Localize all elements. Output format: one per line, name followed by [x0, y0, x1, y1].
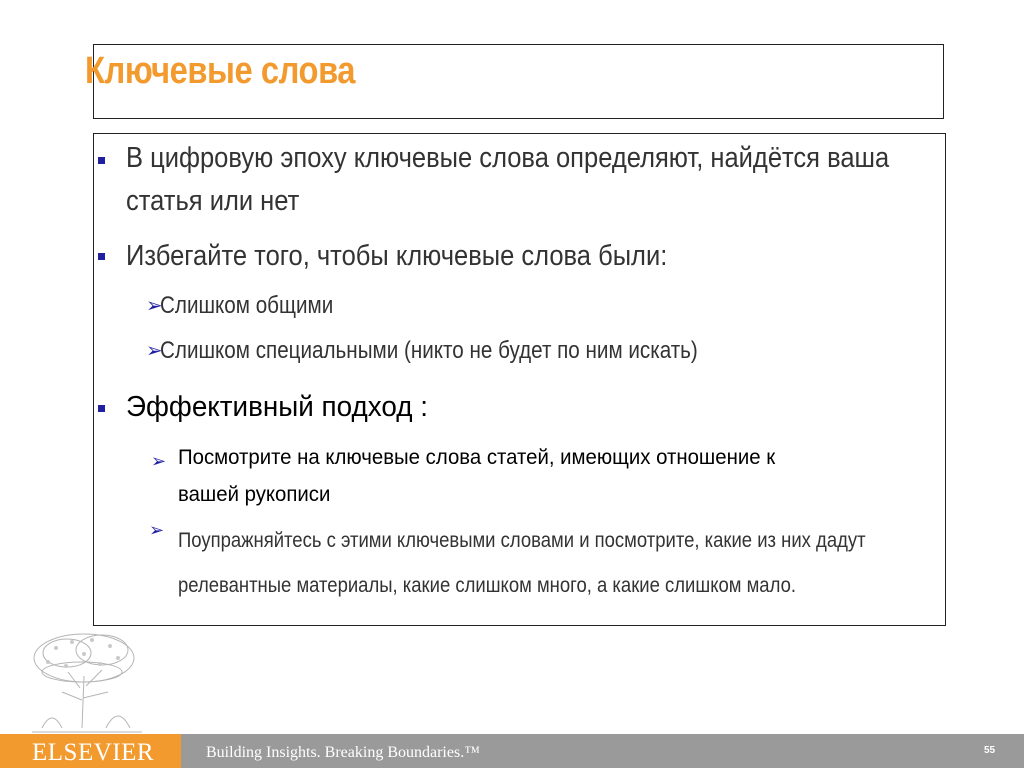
bullet-2-text: Избегайте того, чтобы ключевые слова были	[126, 240, 661, 272]
bullet-3-colon: :	[412, 391, 428, 423]
arrow-bullet-icon: ➢	[146, 295, 163, 317]
brand-name: ELSEVIER	[32, 739, 155, 766]
brand-block	[0, 734, 181, 768]
sub-item-practice-line-2: релевантные материалы, какие слишком много, а какие слишком мало.	[178, 574, 796, 597]
bullet-1-line-1: В цифровую эпоху ключевые слова определяют, найдётся ваша	[126, 142, 890, 174]
elsevier-tree-logo-icon	[22, 628, 152, 734]
sub-item-look-keywords-line-1: Посмотрите на ключевые слова статей, имеющих отношение к	[178, 446, 776, 469]
bullet-3	[126, 391, 428, 424]
page-number: 55	[984, 745, 996, 756]
bullet-3-text: Эффективный подход	[126, 391, 413, 423]
bullet-2	[126, 240, 667, 273]
slide-title: Ключевые слова	[85, 50, 356, 92]
sub-item-too-special: Слишком специальными (никто не будет по ним искать)	[160, 337, 698, 364]
sub-item-look-keywords-line-2: вашей рукописи	[178, 483, 331, 506]
arrow-bullet-icon: ➢	[151, 451, 167, 471]
brand-tagline: Building Insights. Breaking Boundaries.™	[206, 744, 480, 761]
sub-item-too-general: Слишком общими	[160, 292, 334, 319]
bullet-1-line-2: статья или нет	[126, 185, 300, 217]
arrow-bullet-icon: ➢	[146, 340, 163, 362]
arrow-bullet-icon: ➢	[149, 520, 165, 540]
square-bullet-icon	[98, 253, 105, 260]
square-bullet-icon	[98, 157, 105, 164]
square-bullet-icon	[98, 405, 105, 412]
footer-bar	[0, 734, 1024, 768]
sub-item-practice-line-1: Поупражняйтесь с этими ключевыми словами и посмотрите, какие из них дадут	[178, 529, 866, 552]
bullet-2-colon: :	[660, 240, 668, 272]
